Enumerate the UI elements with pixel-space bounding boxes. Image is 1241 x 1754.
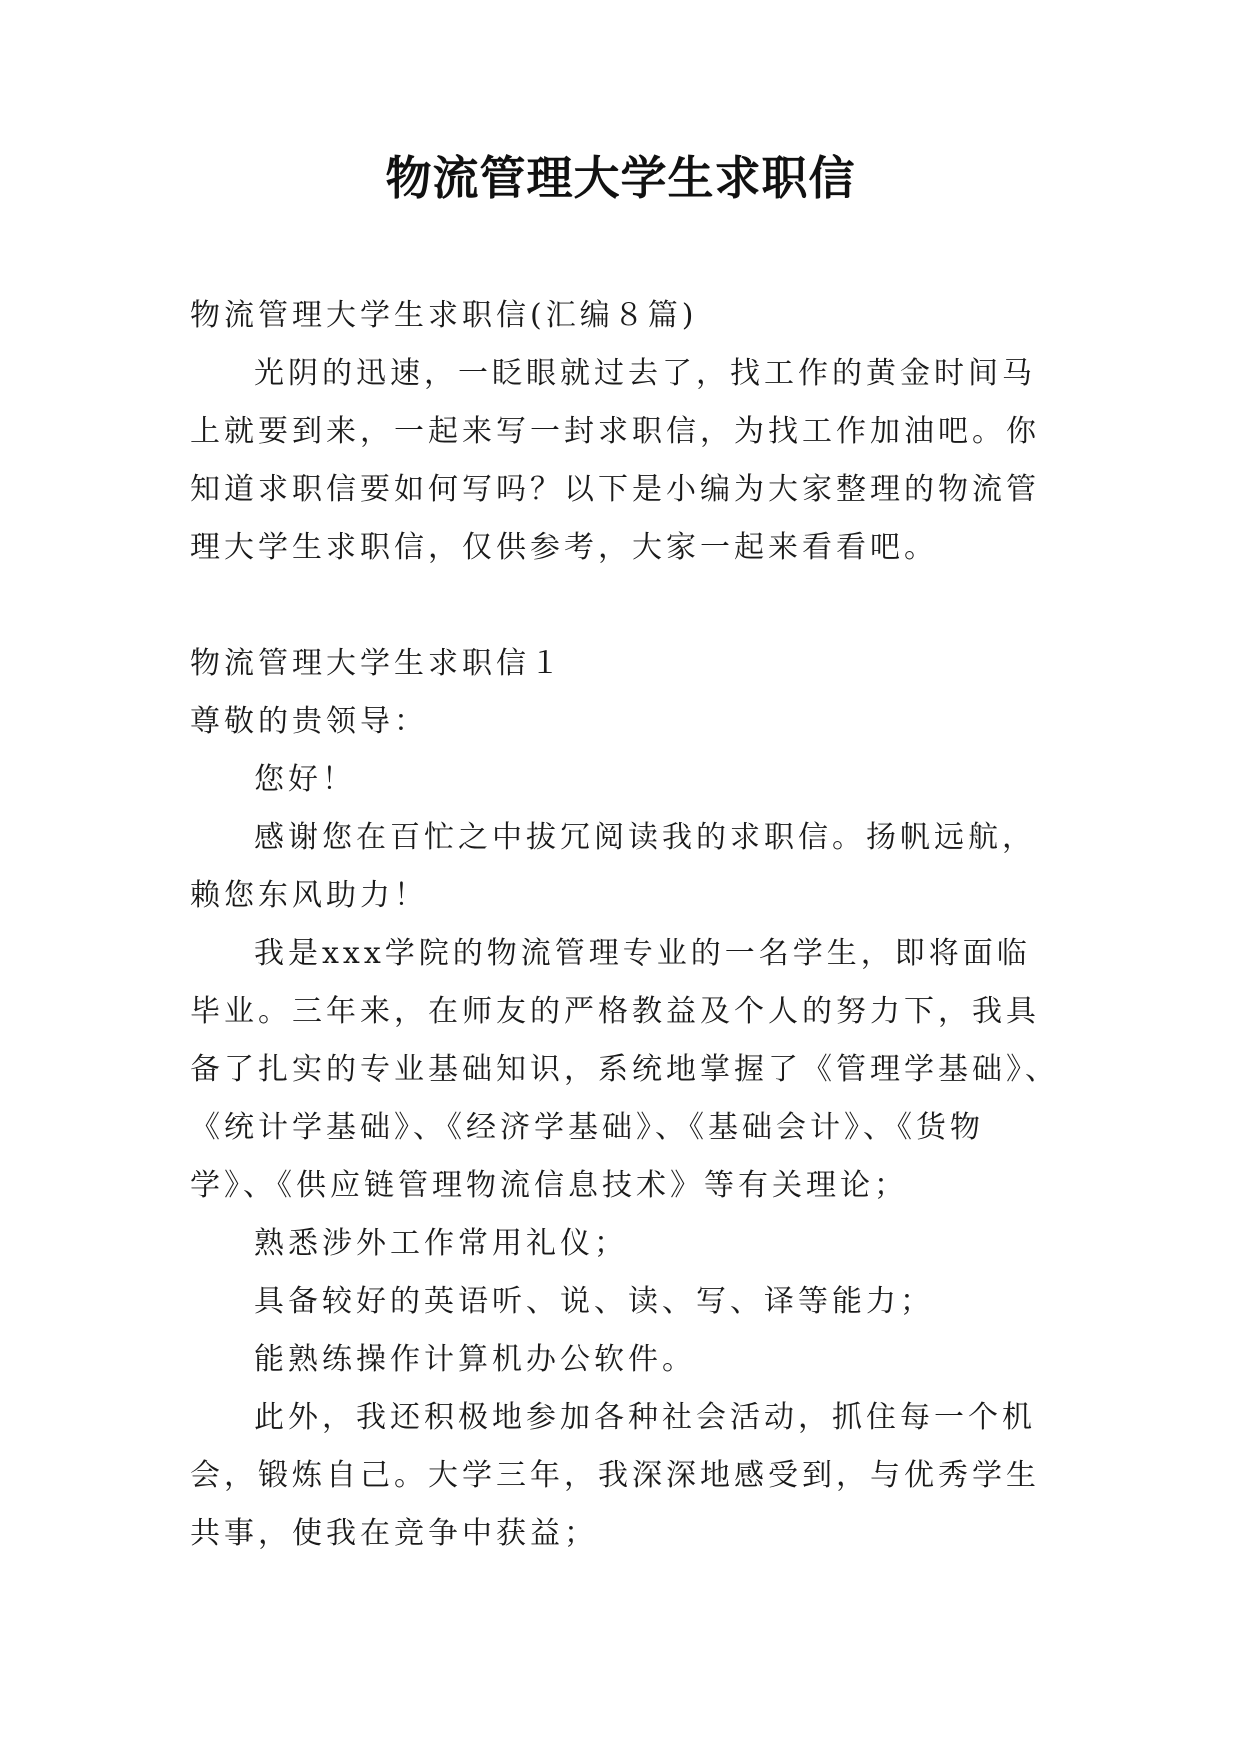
salutation: 尊敬的贵领导： [190,704,428,739]
body-paragraph: 熟悉涉外工作常用礼仪； [254,1226,628,1261]
document-subtitle: 物流管理大学生求职信(汇编８篇) [190,298,698,333]
document-body [190,287,1060,1563]
body-paragraph: 此外，我还积极地参加各种社会活动，抓住每一个机会，锻炼自己。大学三年，我深深地感受到，与优秀学生共事，使我在竞争中获益； [190,1400,1040,1551]
body-paragraph: 感谢您在百忙之中拔冗阅读我的求职信。扬帆远航，赖您东风助力！ [190,820,1036,913]
section-heading: 物流管理大学生求职信１ [190,646,564,681]
body-paragraph: 具备较好的英语听、说、读、写、译等能力； [254,1284,934,1319]
body-paragraph: 我是xxx学院的物流管理专业的一名学生，即将面临毕业。三年来，在师友的严格教益及个人的努力下，我具备了扎实的专业基础知识，系统地掌握了《管理学基础》、《统计学基础》、《经济学基础》、《基础会计》、《货物学》、《供应链管理物流信息技术》等有关理论； [190,936,1059,1203]
body-paragraph: 能熟练操作计算机办公软件。 [254,1342,696,1377]
intro-paragraph: 光阴的迅速，一眨眼就过去了，找工作的黄金时间马上就要到来，一起来写一封求职信，为找工作加油吧。你知道求职信要如何写吗？以下是小编为大家整理的物流管理大学生求职信，仅供参考，大家一起来看看吧。 [190,356,1040,565]
paragraph-gap [190,577,1060,635]
document-title: 物流管理大学生求职信 [385,151,856,205]
greeting: 您好！ [254,762,356,797]
